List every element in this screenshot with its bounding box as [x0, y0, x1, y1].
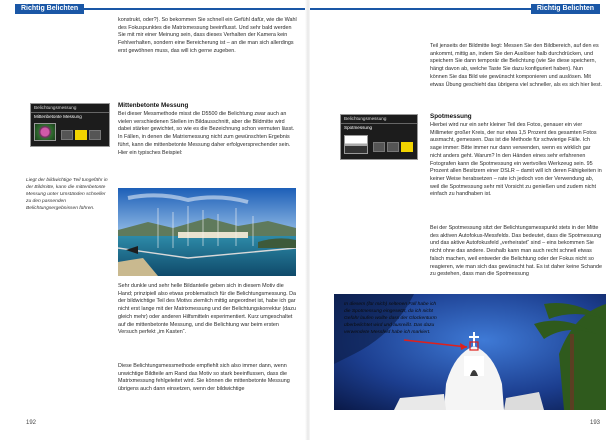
left-figure-caption: Liegt der bildwichtige Teil tungefähr in der Bildmitte, kann die mittenbetonte Messung unter Umständen schneller zu den passenden Belichtungsergebnissen führen.: [26, 178, 108, 211]
harbor-photo: [118, 188, 296, 276]
flower-thumbnail-icon: [34, 123, 56, 141]
center-weighted-metering-icon: [387, 142, 399, 152]
section-tag-left: Richtig Belichten: [15, 4, 84, 14]
left-para-3: Diese Belichtungsmessmethode empfiehlt sich also immer dann, wenn unwichtige Bildteile am Rand das Motiv so stark beeinflussen, dass die Matrixmessung fehlgeleitet wird. Sie können die mittenbetonte Messung übrigens auch dann einsetzen, wenn der bildwichtige: [118, 363, 290, 393]
camera-menu-spot: [340, 114, 418, 160]
left-para-2: Sehr dunkle und sehr helle Bildanteile geben sich in diesem Motiv die Hand; prinzipiell also etwas problematisch für die Belichtungsmessung. Da der bildwichtige Teil des Motivs ziemlich mittig angeordnet ist, habe ich gar nicht erst lange mit der Matrixmessung und der Belichtungskorrektur (dazu gleich mehr) oder anderen Hilfsmitteln experimentiert. Kurz umgeschaltet auf die mittenbetonte Messung, und die Belichtung war beim ersten Versuch perfekt „im Kasten“.: [118, 283, 296, 336]
right-page: [310, 0, 616, 440]
left-para-1: Bei dieser Messmethode misst die D5500 die Belichtung zwar auch an vielen verschiedenen Stellen im Bildausschnitt, aber die Bildmitte wird dabei stärker gewichtet, so wie es die Bezeichnung schon vermuten lässt. In Fällen, in denen die Matrixmessung nicht zum gewünschten Ergebnis führt, kann die mittenbetonte Messung daher erfolgversprechender sein. Hier ein typisches Beispiel:: [118, 111, 295, 156]
menu-subtitle: Spotmessung: [344, 125, 373, 130]
right-figure-caption: In diesem (für mich) seltenen Fall habe ich die Spotmessung eingesetzt, da ich nicht Gefahr laufen wollte dass der Glockenturm überbelichtet wird und ausreißt. Das dazu verwendete Messfeld habe ich markiert.: [344, 302, 437, 335]
right-intro-text: Teil jenseits der Bildmitte liegt: Messen Sie den Bildbereich, auf den es ankommt, mittig an, indem Sie den Auslöser halb durchdrücken, und speichern Sie dann temporär die Belichtung (wie Sie diese speichern, hängt davon ab, welche Taste Sie dazu konfiguriert haben). Nun können Sie das Bild wie gewünscht komponieren und auslösen. Mit etwas Übung geschieht das übrigens viel schneller, als es sich hier liest.: [430, 43, 602, 88]
matrix-metering-icon: [61, 130, 73, 140]
left-page: [0, 0, 306, 440]
center-weighted-metering-icon: [75, 130, 87, 140]
left-intro-text: konstrukt, oder?). So bekommen Sie schnell ein Gefühl dafür, wie die Wahl des Fokuspunktes die Matrixmessung beeinflusst. Und sehr bald werden Sie mit mir einer Meinung sein, dass dieses Verhalten der Kamera kein Fehlverhalten, sondern eine Bereicherung ist – an die man sich allerdings erst gewöhnen muss, das will ich gerne zugeben.: [118, 17, 297, 54]
spot-metering-icon: [89, 130, 101, 140]
matrix-metering-icon: [373, 142, 385, 152]
camera-menu-center-weighted: [30, 103, 110, 147]
menu-title: Belichtungsmessung: [344, 116, 387, 121]
right-para-1: Hierbei wird nur ein sehr kleiner Teil des Fotos, genauer ein vier Millimeter großer Kreis, der nur etwa 1,5 Prozent des gesamten Fotos ausmacht, gemessen. Das ist die Methode für schwierige Fälle. Ich sage immer: Bitte immer nur dann verwenden, wenn es wirklich gar nicht anders geht. Warum? In den Händen eines sehr erfahrenen Fotografen kann die Spotmessung ein wertvolles Werkzeug sein. 95 Prozent allen Besitzern einer DSLR – damit will ich deren Fähigkeiten in keiner Weise herabsetzen – rate ich jedoch von der Verwendung ab, weil die Spotmessung sehr mit Vorsicht zu genießen und zudem nicht einfach zu handhaben ist.: [430, 122, 602, 198]
menu-divider: [341, 123, 417, 124]
heading-center-weighted: Mittenbetonte Messung: [118, 102, 189, 109]
spot-metering-icon: [401, 142, 413, 152]
menu-subtitle: Mittenbetonte Messung: [34, 114, 82, 119]
page-number-left: 192: [26, 420, 37, 426]
menu-title: Belichtungsmessung: [34, 105, 77, 110]
page-number-right: 193: [589, 420, 600, 426]
heading-spot: Spotmessung: [430, 113, 472, 120]
right-para-2: Bei der Spotmessung sitzt der Belichtungsmesspunkt stets in der Mitte des aktiven Autofokus-Messfelds. Das bedeutet, dass die Spotmessung und das aktive Autofokusfeld „verheiratet“ sind – eins bekommen Sie nicht ohne das andere. Deshalb kann man auch recht schnell etwas falsch machen, weil entweder die Belichtung oder der Fokus nicht so reagieren, wie man sich das gewünscht hat. Es ist daher keine Schande zu gestehen, dass man die Spotmessung: [430, 225, 603, 278]
menu-divider: [31, 112, 109, 113]
section-tag-right: Richtig Belichten: [531, 4, 600, 14]
photo-thumbnail-icon: [344, 135, 368, 154]
